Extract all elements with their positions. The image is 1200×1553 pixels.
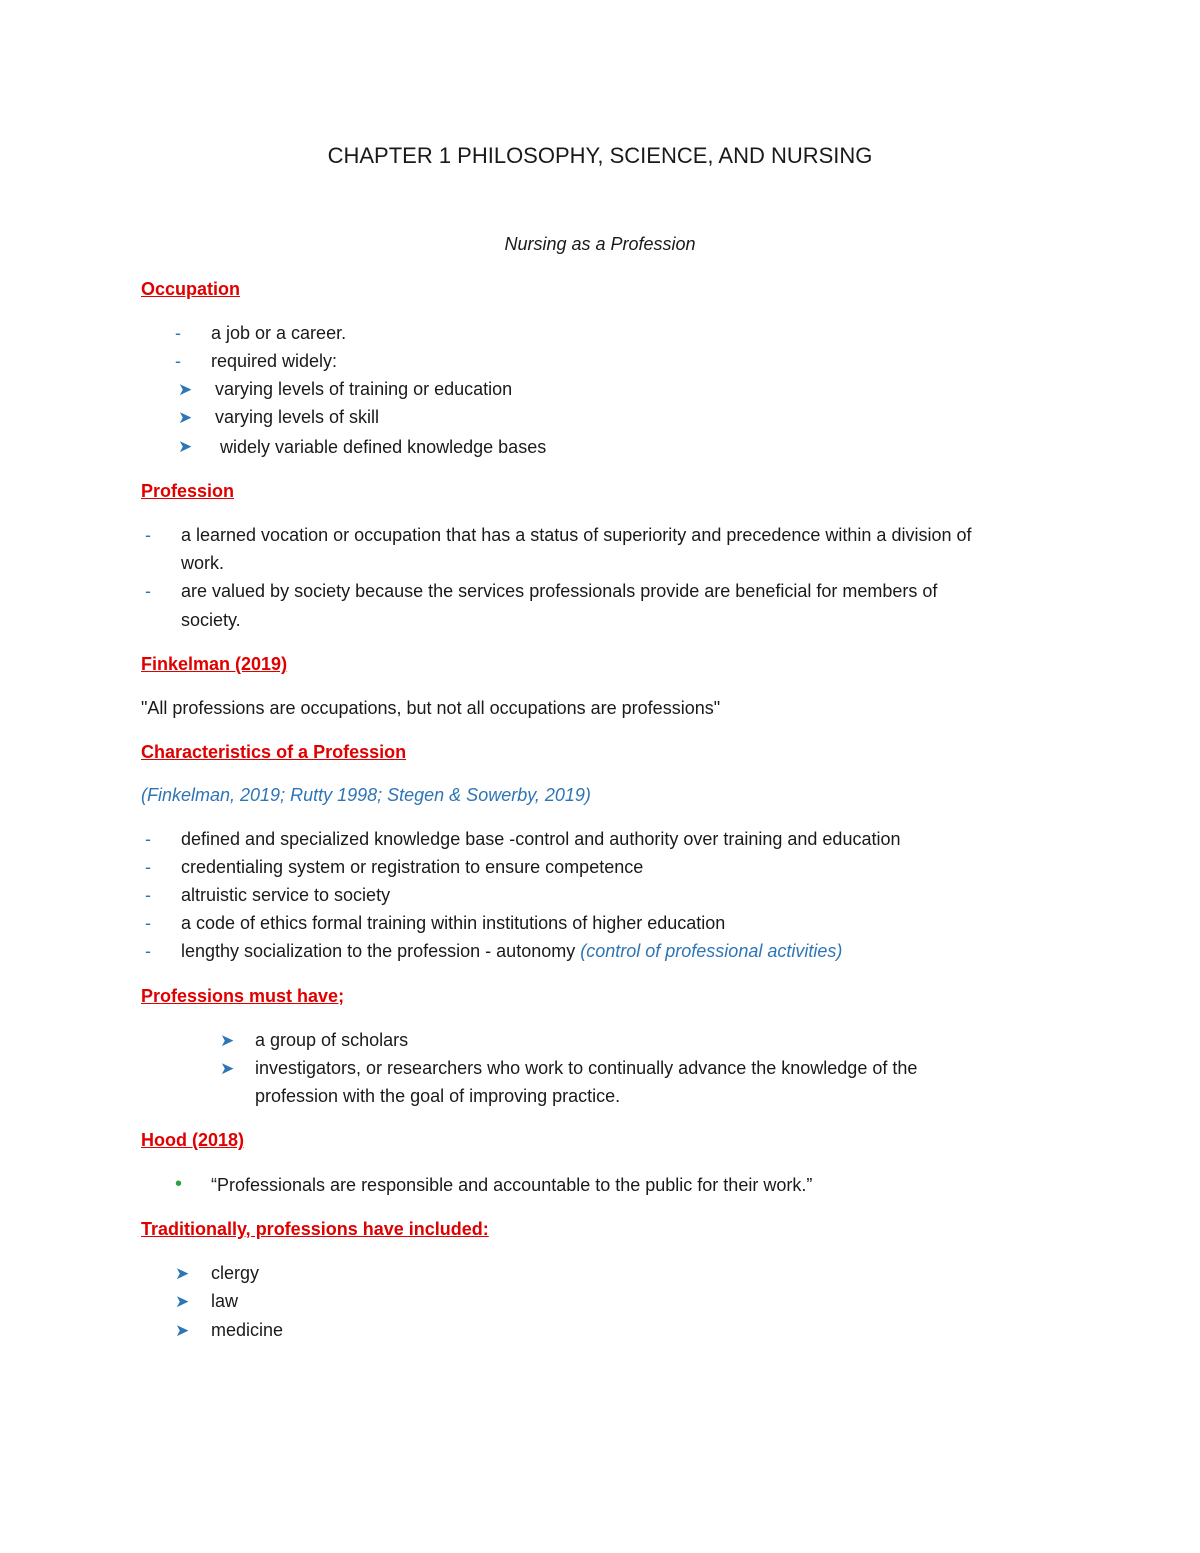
quote-text: "All professions are occupations, but not all occupations are professions" [141,698,721,718]
section-heading-characteristics: Characteristics of a Profession [141,742,407,762]
dash-bullet-icon: - [145,885,151,905]
list-item: law [211,1291,239,1311]
list-item: investigators, or researchers who work to continually advance the knowledge of the [255,1058,918,1078]
arrow-bullet-icon: ➤ [178,380,193,399]
dash-bullet-icon: - [145,941,151,961]
list-item: credentialing system or registration to ensure competence [181,857,644,877]
document-title: CHAPTER 1 PHILOSOPHY, SCIENCE, AND NURSING [327,143,873,168]
section-heading-must-have: Professions must have; [141,986,345,1006]
citation-text: (Finkelman, 2019; Rutty 1998; Stegen & Sowerby, 2019) [141,785,591,805]
autonomy-note: (control of professional activities) [580,941,843,961]
dash-bullet-icon: - [145,857,151,877]
arrow-bullet-icon: ➤ [175,1264,190,1283]
section-heading-profession: Profession [141,481,235,501]
arrow-bullet-icon: ➤ [220,1031,235,1050]
list-item: a group of scholars [255,1030,409,1050]
list-item [181,941,842,962]
list-item: a code of ethics formal training within institutions of higher education [181,913,726,933]
list-item: altruistic service to society [181,885,391,905]
arrow-bullet-icon: ➤ [178,437,193,456]
dot-bullet-icon: • [175,1173,183,1195]
section-heading-occupation: Occupation [141,279,241,299]
dash-bullet-icon: - [145,913,151,933]
list-item: a learned vocation or occupation that has a status of superiority and precedence within a division of [181,525,972,545]
dash-bullet-icon: - [145,525,151,545]
arrow-bullet-icon: ➤ [220,1059,235,1078]
section-heading-finkelman: Finkelman (2019) [141,654,288,674]
list-item-continuation: society. [181,610,241,630]
section-heading-hood: Hood (2018) [141,1130,245,1150]
dash-bullet-icon: - [175,323,181,343]
section-heading-traditionally: Traditionally, professions have included: [141,1219,489,1239]
list-item: defined and specialized knowledge base -control and authority over training and education [181,829,901,849]
arrow-bullet-icon: ➤ [175,1292,190,1311]
arrow-bullet-icon: ➤ [175,1321,190,1340]
quote-text: “Professionals are responsible and accountable to the public for their work.” [211,1175,813,1195]
dash-bullet-icon: - [145,581,151,601]
list-item: widely variable defined knowledge bases [220,437,547,457]
dash-bullet-icon: - [175,351,181,371]
list-item: required widely: [211,351,338,371]
list-item: a job or a career. [211,323,347,343]
list-item-text: lengthy socialization to the profession - autonomy [181,941,576,961]
dash-bullet-icon: - [145,829,151,849]
list-item: varying levels of skill [215,407,380,427]
arrow-bullet-icon: ➤ [178,408,193,427]
list-item: varying levels of training or education [215,379,513,399]
document-subtitle: Nursing as a Profession [504,234,696,254]
list-item-continuation: work. [181,553,225,573]
list-item: are valued by society because the services professionals provide are beneficial for members of [181,581,938,601]
list-item-continuation: profession with the goal of improving practice. [255,1086,621,1106]
list-item: medicine [211,1320,284,1340]
list-item: clergy [211,1263,260,1283]
